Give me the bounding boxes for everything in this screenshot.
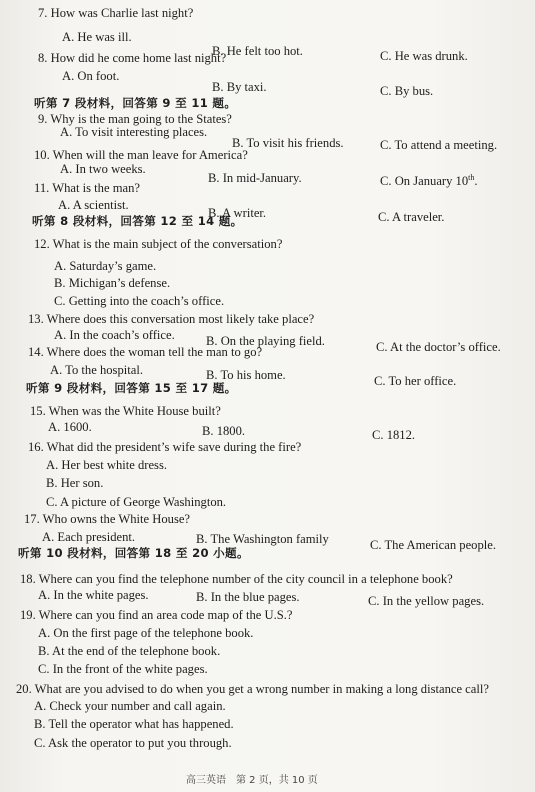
q13-option-c: C. At the doctor’s office.	[376, 340, 501, 354]
question-12: 12. What is the main subject of the conversation?	[34, 237, 283, 251]
q14-option-a: A. To the hospital.	[50, 363, 143, 377]
question-14: 14. Where does the woman tell the man to go?	[28, 345, 263, 359]
q20-option-b: B. Tell the operator what has happened.	[34, 717, 234, 731]
question-7: 7. How was Charlie last night?	[38, 6, 194, 20]
q7-option-b: B. He felt too hot.	[212, 44, 303, 58]
q20-option-c: C. Ask the operator to put you through.	[34, 736, 232, 750]
q14-option-c: C. To her office.	[374, 374, 457, 388]
q7-option-a: A. He was ill.	[62, 30, 132, 44]
q16-option-a: A. Her best white dress.	[46, 458, 168, 472]
q18-option-c: C. In the yellow pages.	[368, 594, 485, 608]
q12-option-c: C. Getting into the coach’s office.	[54, 294, 225, 308]
q13-option-a: A. In the coach’s office.	[54, 328, 175, 342]
section-heading-10: 听第 10 段材料，回答第 18 至 20 小题。	[18, 546, 249, 560]
q7-option-c: C. He was drunk.	[380, 49, 468, 63]
question-18: 18. Where can you find the telephone number of the city council in a telephone book?	[20, 572, 453, 586]
q8-option-c: C. By bus.	[380, 84, 434, 98]
q15-option-a: A. 1600.	[48, 420, 92, 434]
question-10: 10. When will the man leave for America?	[34, 148, 248, 162]
question-20: 20. What are you advised to do when you get a wrong number in making a long distance call?	[16, 682, 489, 696]
section-heading-9: 听第 9 段材料，回答第 15 至 17 题。	[26, 381, 237, 395]
q17-option-c: C. The American people.	[370, 538, 497, 552]
q12-option-a: A. Saturday’s game.	[54, 259, 157, 273]
question-13: 13. Where does this conversation most likely take place?	[28, 312, 315, 326]
q8-option-a: A. On foot.	[62, 69, 120, 83]
q11-option-a: A. A scientist.	[58, 198, 129, 212]
question-11: 11. What is the man?	[34, 181, 140, 195]
q15-option-c: C. 1812.	[372, 428, 416, 442]
q10-option-c-text: C. On January 10	[380, 174, 469, 188]
q9-option-a: A. To visit interesting places.	[60, 125, 208, 139]
q10-option-c-suffix: th	[468, 172, 475, 182]
q19-option-b: B. At the end of the telephone book.	[38, 644, 221, 658]
q18-option-b: B. In the blue pages.	[196, 590, 300, 604]
q9-option-c: C. To attend a meeting.	[380, 138, 498, 152]
q11-option-c: C. A traveler.	[378, 210, 445, 224]
section-heading-8: 听第 8 段材料，回答第 12 至 14 题。	[32, 214, 243, 228]
q10-option-a: A. In two weeks.	[60, 162, 146, 176]
q13-option-b: B. On the playing field.	[206, 334, 325, 348]
question-9: 9. Why is the man going to the States?	[38, 112, 232, 126]
q16-option-b: B. Her son.	[46, 476, 104, 490]
q12-option-b: B. Michigan’s defense.	[54, 276, 171, 290]
q14-option-b: B. To his home.	[206, 368, 286, 382]
page-footer: 高三英语 第 2 页，共 10 页	[186, 775, 318, 786]
q20-option-a: A. Check your number and call again.	[34, 699, 226, 713]
q8-option-b: B. By taxi.	[212, 80, 267, 94]
question-19: 19. Where can you find an area code map of the U.S.?	[20, 608, 293, 622]
q17-option-a: A. Each president.	[42, 530, 136, 544]
q10-option-c	[380, 174, 478, 189]
q11-option-b: B. A writer.	[208, 206, 267, 220]
question-16: 16. What did the president’s wife save during the fire?	[28, 440, 302, 454]
q16-option-c: C. A picture of George Washington.	[46, 495, 227, 509]
question-8: 8. How did he come home last night?	[38, 51, 227, 65]
q15-option-b: B. 1800.	[202, 424, 246, 438]
q19-option-c: C. In the front of the white pages.	[38, 662, 208, 676]
q10-option-c-period: .	[474, 174, 478, 188]
section-heading-7: 听第 7 段材料，回答第 9 至 11 题。	[34, 96, 237, 110]
q9-option-b: B. To visit his friends.	[232, 136, 344, 150]
q10-option-b: B. In mid-January.	[208, 171, 302, 185]
q17-option-b: B. The Washington family	[196, 532, 329, 546]
q19-option-a: A. On the first page of the telephone book.	[38, 626, 254, 640]
q18-option-a: A. In the white pages.	[38, 588, 149, 602]
question-17: 17. Who owns the White House?	[24, 512, 191, 526]
question-15: 15. When was the White House built?	[30, 404, 221, 418]
